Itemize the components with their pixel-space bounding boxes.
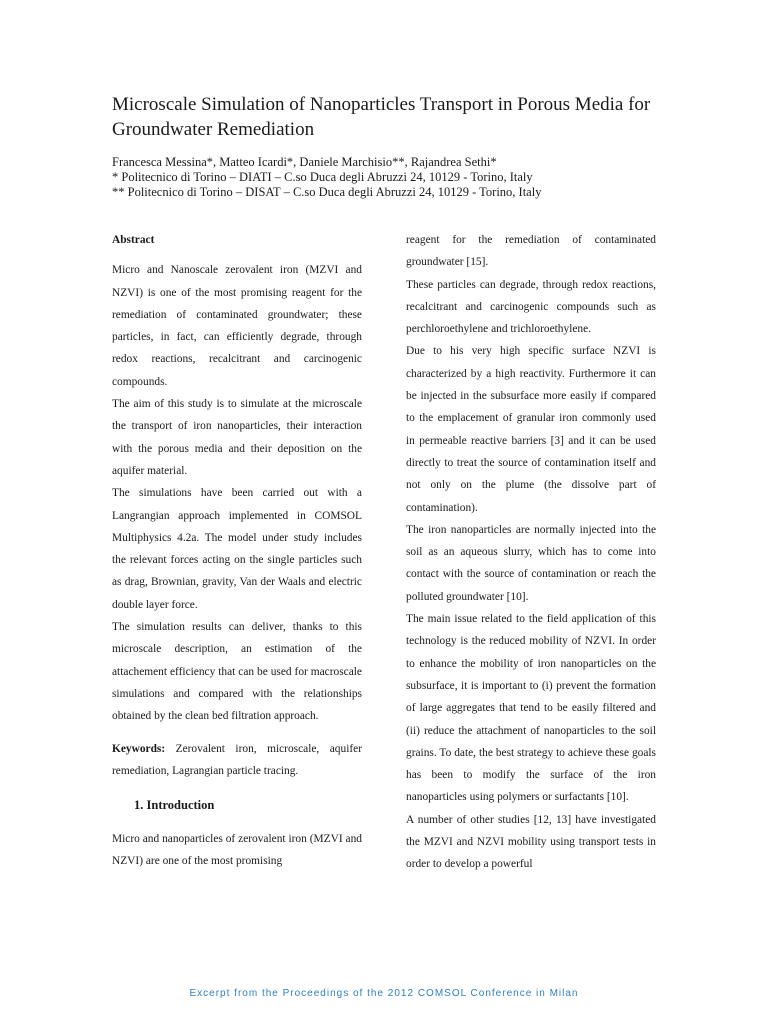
body-paragraph: These particles can degrade, through redox reactions, recalcitrant and carcinogenic compounds such as perchloroethylene and trichloroethylene. (406, 278, 656, 336)
paper-title: Microscale Simulation of Nanoparticles Transport in Porous Media for Groundwater Remediation (112, 94, 651, 140)
keywords-text: Zerovalent iron, microscale, aquifer remediation, Lagrangian particle tracing. (112, 742, 362, 777)
body-paragraph: A number of other studies [12, 13] have investigated the MZVI and NZVI mobility using transport tests in order to develop a powerful (406, 813, 656, 871)
body-paragraph: reagent for the remediation of contaminated groundwater [15]. (406, 234, 656, 269)
page-footer: Excerpt from the Proceedings of the 2012 COMSOL Conference in Milan (189, 988, 579, 999)
abstract-paragraph: The simulations have been carried out with a Langrangian approach implemented in COMSOL Multiphysics 4.2a. The model under study includes the relevant forces acting on the single particles such as drag, Brownian, gravity, Van der Waals and electric double layer force. (112, 487, 362, 611)
keywords (112, 738, 362, 783)
affiliation-diati: * Politecnico di Torino – DIATI – C.so Duca degli Abruzzi 24, 10129 - Torino, Italy (112, 170, 533, 184)
introduction-heading: 1. Introduction (134, 798, 215, 813)
introduction-paragraph: Micro and nanoparticles of zerovalent iron (MZVI and NZVI) are one of the most promising (112, 833, 362, 868)
abstract-paragraph: The aim of this study is to simulate at the microscale the transport of iron nanoparticles, their interaction with the porous media and their deposition on the aquifer material. (112, 398, 362, 477)
author-block (112, 155, 672, 200)
abstract-heading: Abstract (112, 234, 155, 246)
affiliation-disat: ** Politecnico di Torino – DISAT – C.so Duca degli Abruzzi 24, 10129 - Torino, Italy (112, 185, 542, 199)
abstract-paragraph: Micro and Nanoscale zerovalent iron (MZVI and NZVI) is one of the most promising reagent for the remediation of contaminated groundwater; these particles, in fact, can efficiently degrade, through redox reactions, recalcitrant and carcinogenic compounds. (112, 264, 362, 388)
abstract-paragraph: The simulation results can deliver, thanks to this microscale description, an estimation of the attachement efficiency that can be used for macroscale simulations and compared with the relationships obtained by the clean bed filtration approach. (112, 621, 362, 723)
author-names: Francesca Messina*, Matteo Icardi*, Daniele Marchisio**, Rajandrea Sethi* (112, 155, 497, 169)
keywords-label: Keywords: (112, 742, 166, 755)
body-paragraph: Due to his very high specific surface NZVI is characterized by a high reactivity. Furthermore it can be injected in the subsurface more easily if compared to the emplacement of granular iron commonly used in permeable reactive barriers [3] and it can be used directly to treat the source of contamination itself and not only on the plume (the dissolve part of contamination). (406, 345, 656, 514)
body-paragraph: The iron nanoparticles are normally injected into the soil as an aqueous slurry, which has to come into contact with the source of contamination or reach the polluted groundwater [10]. (406, 523, 656, 603)
right-column (406, 229, 656, 876)
body-paragraph: The main issue related to the field application of this technology is the reduced mobility of NZVI. In order to enhance the mobility of iron nanoparticles on the subsurface, it is important to (i) prevent the formation of large aggregates that tend to be easily filtered and (ii) reduce the attachment of nanoparticles to the soil grains. To date, the best strategy to achieve these goals has been to modify the surface of the iron nanoparticles using polymers or surfactants [10]. (406, 613, 656, 804)
left-column (112, 229, 362, 873)
